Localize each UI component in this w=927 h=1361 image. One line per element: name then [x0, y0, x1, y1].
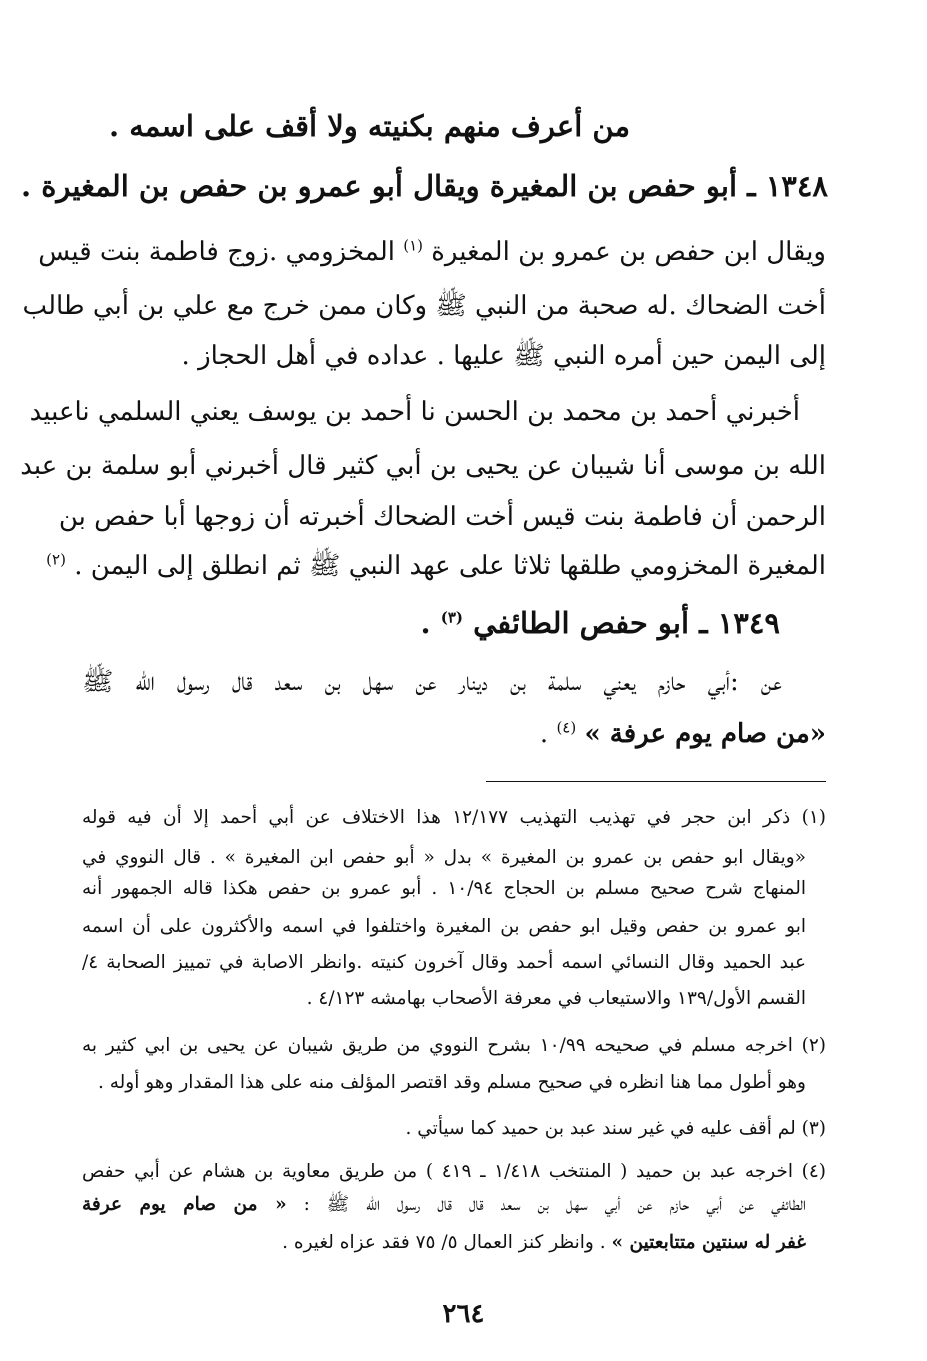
footnote-1-line-6: القسم الأول/١٣٩ والاستيعاب في معرفة الأصحاب بهامشه ٤/١٢٣ . [306, 988, 806, 1009]
entry-1348-paragraph-2-line-1: أخبرني أحمد بن محمد بن الحسن نا أحمد بن يوسف يعني السلمي ناعبيد [29, 397, 800, 427]
entry-1348-paragraph-2-line-3: الرحمن أن فاطمة بنت قيس أخت الضحاك أخبرته أن زوجها أبا حفص بن [58, 502, 826, 532]
page-number: ٢٦٤ [442, 1299, 485, 1329]
footnote-ref-1[interactable]: (١) [403, 236, 424, 255]
footnote-separator [486, 781, 826, 782]
entry-1349-heading: ١٣٤٩ ـ أبو حفص الطائفي $^{(٣)}$ . [420, 606, 780, 640]
footnote-1-line-3: المنهاج شرح صحيح مسلم بن الحجاج ١٠/٩٤ . أبو عمرو بن حفص هكذا قاله الجمهور أنه [82, 878, 806, 899]
entry-1348-paragraph-2-line-4: المغيرة المخزومي طلقها ثلاثا على عهد النبي ﷺ ثم انطلق إلى اليمن . $^{(٢)}$ [46, 550, 826, 581]
footnote-4-line-3: غفر له سنتين متتابعتين » . وانظر كنز العمال ٥/ ٧٥ فقد عزاه لغيره . [282, 1232, 806, 1253]
entry-1348-heading: ١٣٤٨ ـ أبو حفص بن المغيرة ويقال أبو عمرو بن حفص بن المغيرة . [21, 169, 828, 203]
footnote-2-line-1: (٢) اخرجه مسلم في صحيحه ١٠/٩٩ بشرح النووي من طريق شيبان عن يحيى بن ابي كثير به [82, 1035, 826, 1056]
entry-1349-paragraph-line-1: عن :أبي حازم يعني سلمة بن دينار عن سهل بن سعد قال رسول الله ﷺ [82, 667, 782, 697]
footnote-ref-4[interactable]: (٤) [556, 718, 577, 737]
footnote-ref-3[interactable]: (٣) [440, 608, 464, 627]
footnote-4-line-1: (٤) اخرجه عبد بن حميد ( المنتخب ١/٤١٨ ـ ٤١٩ ) من طريق معاوية بن هشام عن أبي حفص [82, 1161, 826, 1182]
footnote-2-line-2: وهو أطول مما هنا انظره في صحيح مسلم وقد اقتصر المؤلف منه على هذا المقدار وهو أوله . [97, 1072, 806, 1093]
footnote-1-line-1: (١) ذكر ابن حجر في تهذيب التهذيب ١٢/١٧٧ هذا الاختلاف عن أبي أحمد إلا أن فيه قوله [82, 807, 826, 828]
entry-1349-paragraph-line-2: «من صام يوم عرفة » $^{(٤)}$ . [539, 718, 826, 749]
footnote-1-line-5: عبد الحميد وقال النسائي اسمه أحمد وقال آخرون كنيته .وانظر الاصابة في تمييز الصحابة ٤/ [82, 952, 806, 973]
footnote-3-line-1: (٣) لم أقف عليه في غير سند عبد بن حميد كما سيأتي . [405, 1118, 826, 1139]
entry-1348-paragraph-1-line-2: أخت الضحاك .له صحبة من النبي ﷺ وكان ممن خرج مع علي بن أبي طالب [22, 291, 826, 321]
footnote-1-line-4: ابو عمرو بن حفص وقيل ابو حفص بن المغيرة واختلفوا في اسمه والأكثرون على أن اسمه [82, 916, 806, 937]
entry-1348-paragraph-2-line-2: الله بن موسى أنا شيبان عن يحيى بن أبي كثير قال أخبرني أبو سلمة بن عبد [20, 451, 826, 481]
footnote-1-line-2: «ويقال ابو حفص بن عمرو بن المغيرة » بدل « أبو حفص ابن المغيرة » . قال النووي في [82, 847, 806, 868]
entry-1348-paragraph-1-line-3: إلى اليمن حين أمره النبي ﷺ عليها . عداده في أهل الحجاز . [181, 341, 826, 371]
footnote-ref-2[interactable]: (٢) [46, 550, 66, 569]
section-intro-heading: من أعرف منهم بكنيته ولا أقف على اسمه . [109, 109, 630, 143]
footnote-4-line-2: الطائفي عن أبي حازم عن أبي سهل بن سعد قال قال رسول الله ﷺ : « من صام يوم عرفة [82, 1194, 806, 1215]
entry-1348-paragraph-1-line-1: ويقال ابن حفص بن عمرو بن المغيرة $^{(١)}$ المخزومي .زوج فاطمة بنت قيس [38, 236, 826, 267]
